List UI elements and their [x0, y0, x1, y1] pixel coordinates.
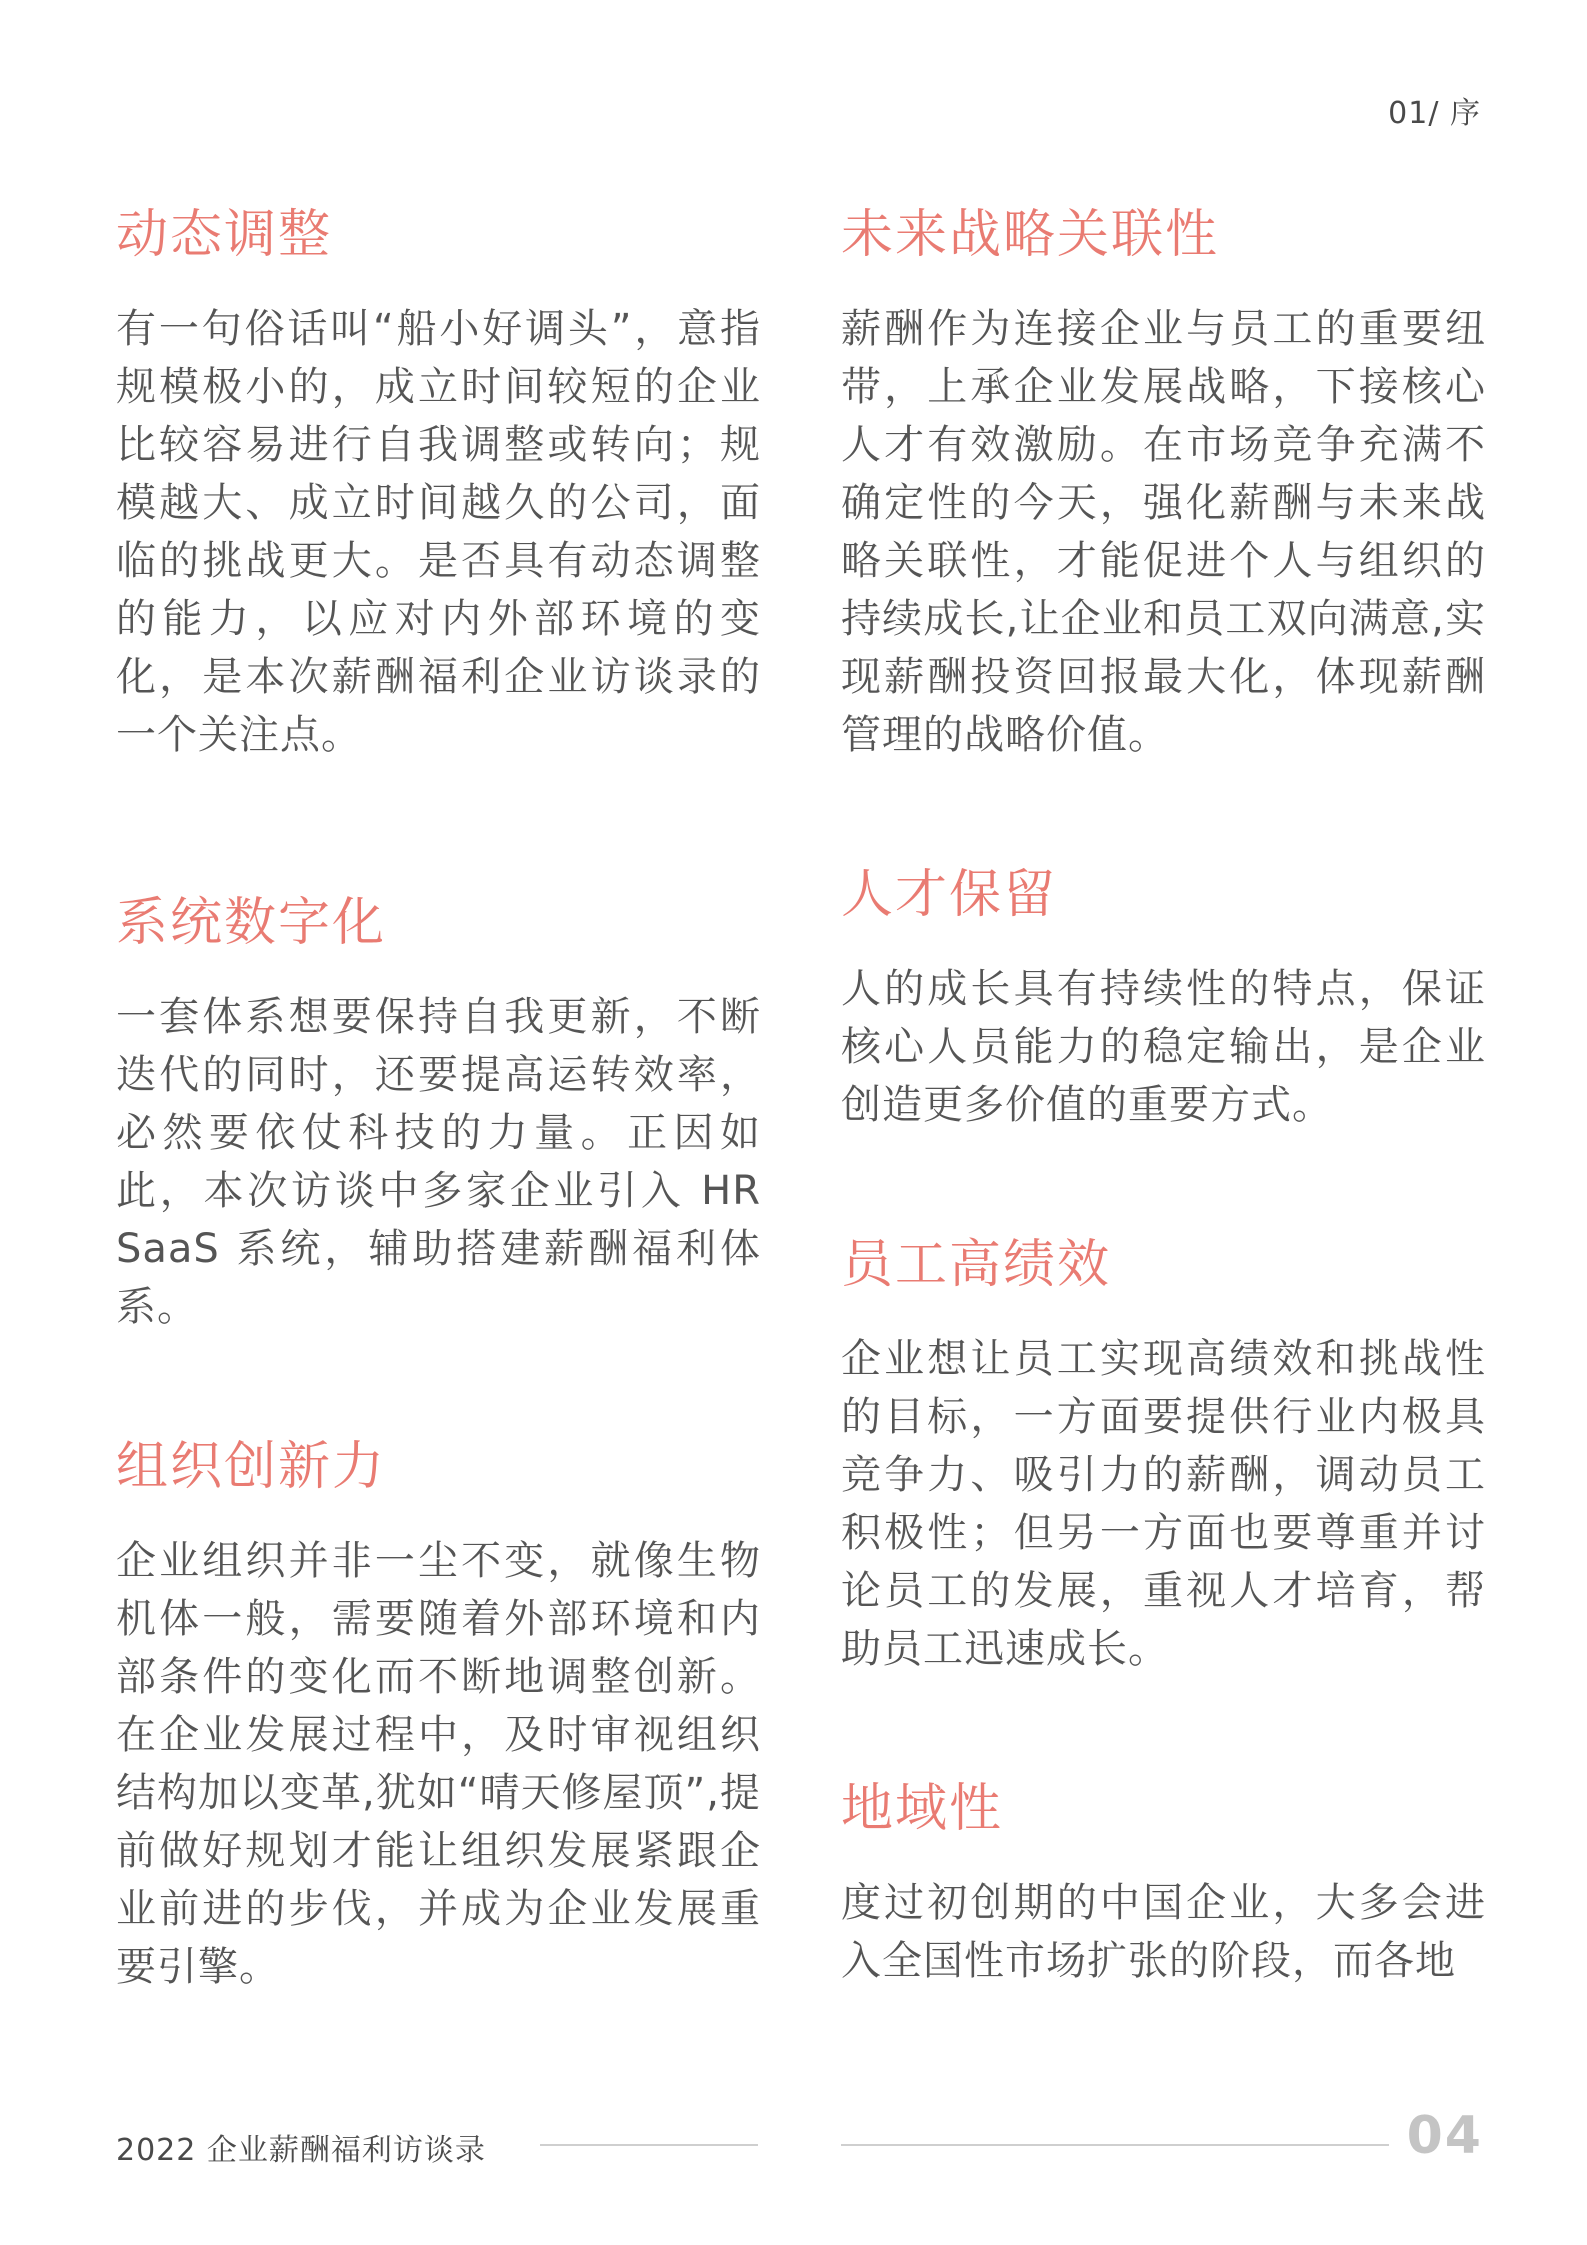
section-regionality	[841, 1774, 1486, 1990]
section-body: 企业想让员工实现高绩效和挑战性的目标，一方面要提供行业内极具竞争力、吸引力的薪酬，调动员工积极性；但另一方面也要尊重并讨论员工的发展，重视人才培育，帮助员工迅速成长。	[841, 1336, 1486, 1672]
section-title: 组织创新力	[116, 1437, 387, 1497]
section-body: 企业组织并非一尘不变，就像生物机体一般，需要随着外部环境和内部条件的变化而不断地调整创新。在企业发展过程中，及时审视组织结构加以变革,犹如“晴天修屋顶”,提前做好规划才能让组织发展紧跟企业前进的步伐，并成为企业发展重要引擎。	[116, 1538, 761, 1990]
section-title: 地域性	[841, 1779, 1004, 1839]
section-body: 人的成长具有持续性的特点，保证核心人员能力的稳定输出，是企业创造更多价值的重要方式。	[841, 966, 1486, 1128]
left-column	[116, 200, 761, 1996]
page-number: 04	[1406, 2106, 1483, 2166]
footer-divider-left	[540, 2144, 758, 2146]
section-title: 人才保留	[841, 865, 1058, 925]
section-body: 度过初创期的中国企业，大多会进入全国性市场扩张的阶段，而各地	[841, 1880, 1486, 1984]
footer-divider-right	[841, 2144, 1389, 2146]
chapter-label: 01/ 序	[1388, 96, 1481, 131]
section-future-strategy	[841, 200, 1486, 764]
section-dynamic-adjustment	[116, 200, 761, 764]
footer-title: 2022 企业薪酬福利访谈录	[116, 2133, 486, 2168]
section-title: 系统数字化	[116, 893, 387, 953]
section-title: 未来战略关联性	[841, 205, 1220, 265]
section-body: 薪酬作为连接企业与员工的重要纽带，上承企业发展战略，下接核心人才有效激励。在市场竞争充满不确定性的今天，强化薪酬与未来战略关联性，才能促进个人与组织的持续成长,让企业和员工双向满意,实现薪酬投资回报最大化，体现薪酬管理的战略价值。	[841, 306, 1486, 758]
section-body: 有一句俗话叫“船小好调头”，意指规模极小的，成立时间较短的企业比较容易进行自我调整或转向；规模越大、成立时间越久的公司，面临的挑战更大。是否具有动态调整的能力，以应对内外部环境的变化，是本次薪酬福利企业访谈录的一个关注点。	[116, 306, 761, 758]
section-talent-retention	[841, 860, 1486, 1134]
section-body: 一套体系想要保持自我更新，不断迭代的同时，还要提高运转效率，必然要依仗科技的力量。正因如此，本次访谈中多家企业引入 HR SaaS 系统，辅助搭建薪酬福利体系。	[116, 994, 761, 1330]
section-system-digitalization	[116, 888, 761, 1336]
section-organizational-innovation	[116, 1432, 761, 1996]
section-title: 动态调整	[116, 205, 333, 265]
section-high-performance	[841, 1230, 1486, 1678]
right-column	[841, 200, 1486, 1990]
section-title: 员工高绩效	[841, 1235, 1112, 1295]
